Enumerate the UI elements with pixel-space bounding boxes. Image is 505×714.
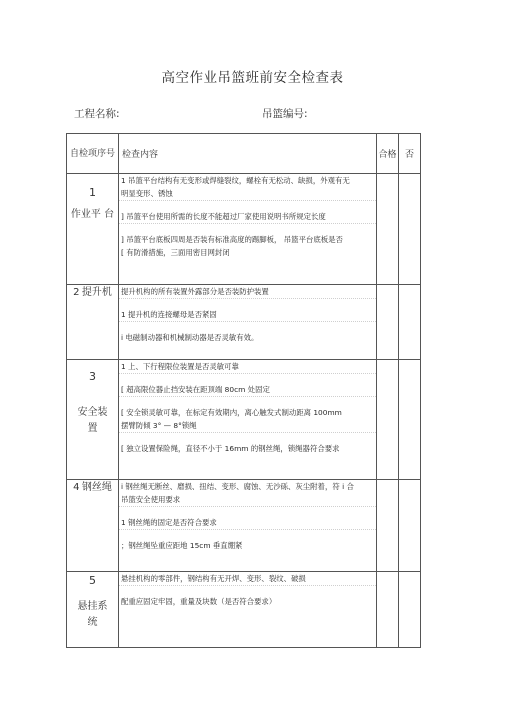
header-item-number: 自检项序号 (67, 134, 119, 174)
table-row (67, 360, 421, 480)
check-item: [ 超高限位器止挡安装在距顶端 80cm 处固定 (119, 383, 376, 397)
check-item: 1 上、下行程限位装置是否灵敏可靠 (119, 360, 376, 374)
section-number: 2 (73, 287, 80, 298)
section-number: 5 (89, 574, 96, 587)
check-item: i 钢丝绳无断丝、磨损、扭结、变形、腐蚀、无沙砾、灰尘附着，符 i 合 (121, 482, 354, 491)
section-label-5 (67, 572, 119, 648)
header-fail: 否 (399, 134, 421, 174)
section-content-4 (119, 480, 377, 572)
section-label-4 (67, 480, 119, 572)
check-item: 吊篮安全使用要求 (119, 493, 376, 507)
fail-cell[interactable] (399, 360, 421, 480)
check-item: ] 吊篮平台底板四周是否装有标准高度的踢脚板， 吊篮平台底板是否 (121, 235, 343, 244)
section-content-1 (119, 174, 377, 285)
check-item: [ 独立设置保险绳，直径不小于 16mm 的钢丝绳，锁绳器符合要求 (121, 444, 340, 453)
pass-cell[interactable] (377, 174, 399, 285)
check-item: 1 钢丝绳的固定是否符合要求 (119, 516, 376, 530)
check-item: 1 吊篮平台结构有无变形或焊缝裂纹，螺栓有无松动、缺损，外观有无 (121, 176, 350, 185)
pass-cell[interactable] (377, 480, 399, 572)
section-content-3 (119, 360, 377, 480)
fail-cell[interactable] (399, 174, 421, 285)
pass-cell[interactable] (377, 285, 399, 360)
section-label-3 (67, 360, 119, 480)
project-name-label: 工程名称: (74, 108, 120, 120)
section-name: 安全装置 (77, 407, 108, 434)
section-name: 作业平 台 (70, 209, 115, 220)
section-content-2 (119, 285, 377, 360)
header-check-content: 检查内容 (119, 134, 377, 174)
section-label-1 (67, 174, 119, 285)
check-item: 提升机构的所有装置外露部分是否装防护装置 (119, 285, 376, 299)
header-pass: 合格 (377, 134, 399, 174)
check-item: i 电磁制动器和机械制动器是否灵敏有效。 (121, 333, 259, 342)
section-label-2 (67, 285, 119, 360)
table-row (67, 480, 421, 572)
check-item: 摆臂防倾 3° — 8°锁绳 (119, 419, 376, 433)
table-row (67, 572, 421, 648)
check-item: ] 吊篮平台使用所需的长度不能超过厂家使用说明书所规定长度 (119, 210, 376, 224)
check-item: [ 安全锁灵敏可靠，在标定有效期内，离心触发式制动距离 100mm (121, 408, 342, 417)
section-number: 4 (73, 482, 80, 493)
table-header-row (67, 134, 421, 174)
pass-cell[interactable] (377, 360, 399, 480)
section-number: 1 (89, 186, 96, 199)
check-item: 配重应固定牢固，重量及块数（是否符合要求） (121, 597, 277, 606)
pass-cell[interactable] (377, 572, 399, 648)
inspection-table (66, 133, 421, 648)
basket-number-label: 吊篮编号: (262, 108, 308, 120)
section-name: 提升机 (81, 287, 112, 298)
section-number: 3 (89, 370, 96, 383)
check-item: [ 有防滑措施，三面用密目网封闭 (121, 248, 230, 257)
table-row (67, 174, 421, 285)
check-item: 1 提升机的连接螺母是否紧固 (119, 308, 376, 322)
check-item: 明显变形、锈蚀 (119, 187, 376, 201)
fail-cell[interactable] (399, 285, 421, 360)
fail-cell[interactable] (399, 480, 421, 572)
section-name: 悬挂系统 (77, 601, 108, 628)
section-name: 钢丝绳 (81, 482, 112, 493)
check-item: 悬挂机构的零部件，钢结构有无开焊、变形、裂纹、破损 (119, 572, 376, 586)
document-title: 高空作业吊篮班前安全检查表 (161, 70, 344, 86)
section-content-5 (119, 572, 377, 648)
table-row (67, 285, 421, 360)
fail-cell[interactable] (399, 572, 421, 648)
check-item: ；钢丝绳坠重应距地 15cm 垂直绷紧 (121, 541, 243, 550)
